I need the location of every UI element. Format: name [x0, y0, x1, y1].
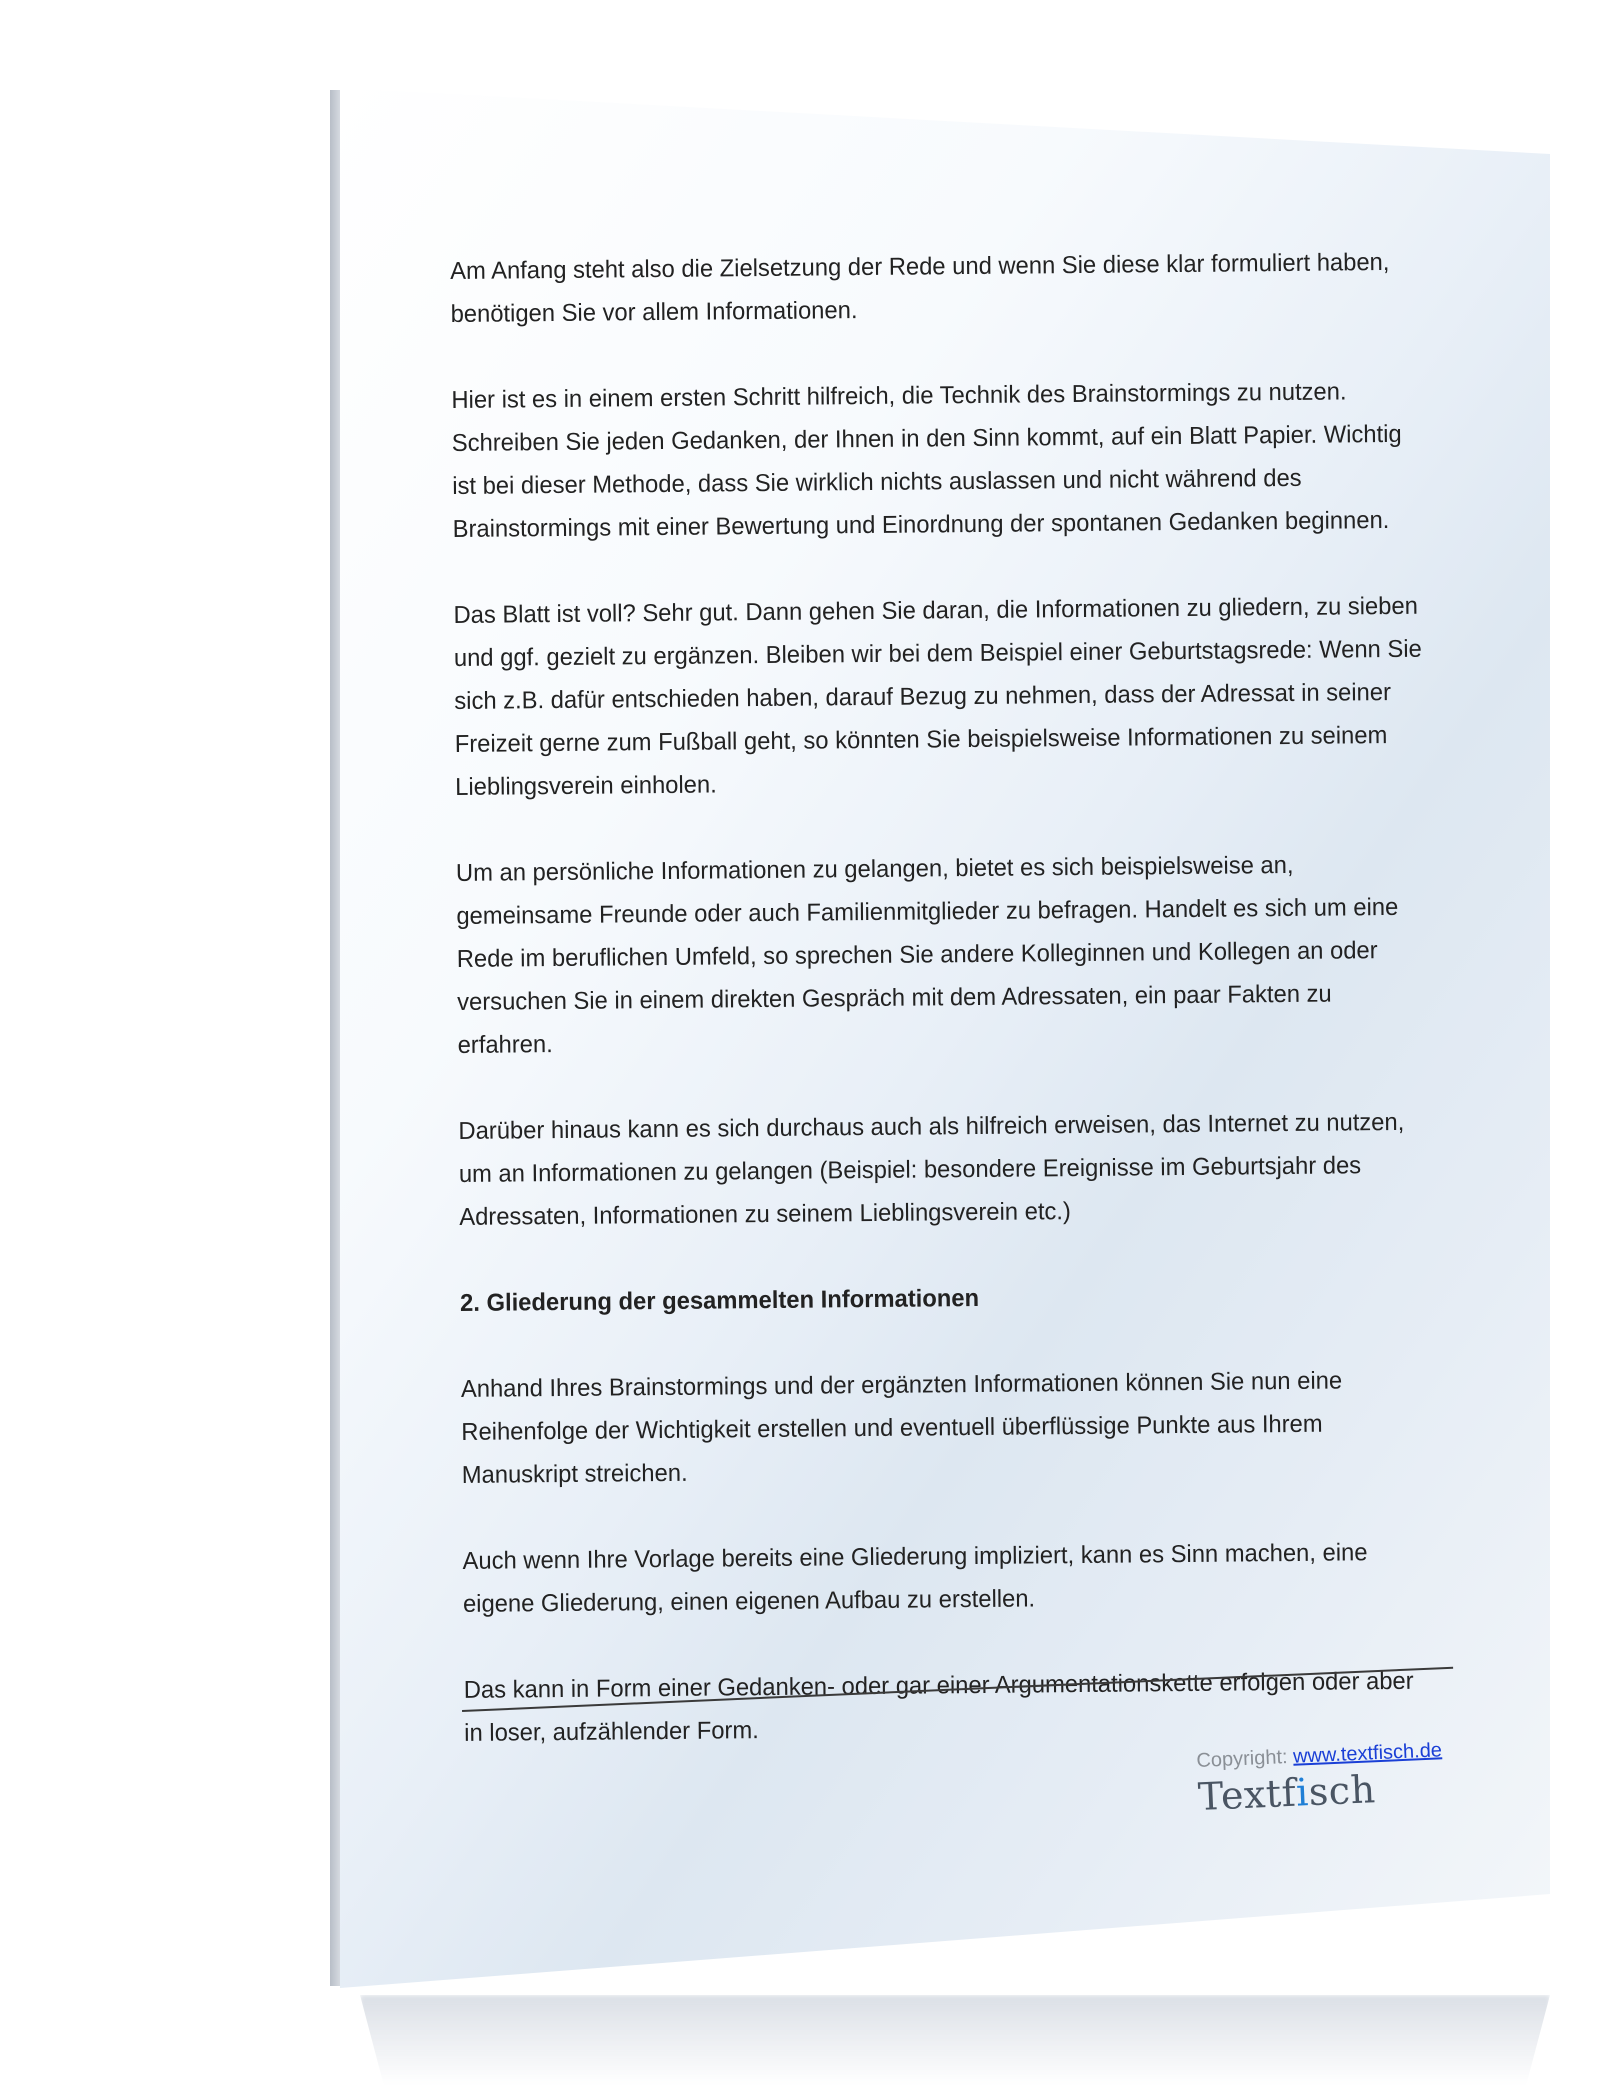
paragraph: Um an persönliche Informationen zu gelangen, bietet es sich beispielsweise an, gemeinsame Freunde oder auch Familienmitglieder zu befragen. Handelt es sich um eine Rede im beruflichen Umfeld, so sprechen Sie andere Kolleginnen und Kollegen an oder versuchen Sie in einem direkten Gespräch mit dem Adressaten, ein paar Fakten zu erfahren.	[455, 851, 1399, 1059]
paragraph: Das Blatt ist voll? Sehr gut. Dann gehen Sie daran, die Informationen zu gliedern, zu sieben und ggf. gezielt zu ergänzen. Bleiben wir bei dem Beispiel einer Geburtstagsrede: Wenn Sie sich z.B. dafür entschieden haben, darauf Bezug zu nehmen, dass der Adressat in seiner Freizeit gerne zum Fußball geht, so könnten Sie beispielsweise Informationen zu seinem Lieblingsverein einholen.	[453, 592, 1422, 801]
logo-fish-accent: i	[1295, 1770, 1310, 1815]
page-footer	[1196, 1739, 1444, 1819]
paragraph: Auch wenn Ihre Vorlage bereits eine Gliederung impliziert, kann es Sinn machen, eine eigene Gliederung, einen eigenen Aufbau zu erstellen.	[462, 1539, 1368, 1618]
paragraph: Das kann in Form einer Gedanken- oder gar einer Argumentationskette erfolgen oder aber in loser, aufzählender Form.	[463, 1667, 1414, 1747]
logo-text-prefix: Textf	[1197, 1770, 1298, 1819]
section-heading: 2. Gliederung der gesammelten Informationen	[459, 1284, 980, 1317]
page-reflection	[360, 1995, 1550, 2085]
paragraph: Darüber hinaus kann es sich durchaus auch als hilfreich erweisen, das Internet zu nutzen, um an Informationen zu gelangen (Beispiel: besondere Ereignisse im Geburtsjahr des Adressaten, Informationen zu seinem Lieblingsverein etc.)	[458, 1108, 1405, 1231]
paragraph: Hier ist es in einem ersten Schritt hilfreich, die Technik des Brainstormings zu nutzen. Schreiben Sie jeden Gedanken, der Ihnen in den Sinn kommt, auf ein Blatt Papier. Wichtig ist bei dieser Methode, dass Sie wirklich nichts auslassen und nicht während des Brainstormings mit einer Bewertung und Einordnung der spontanen Gedanken beginnen.	[451, 378, 1402, 543]
logo-text-suffix: sch	[1307, 1767, 1377, 1815]
paragraph: Am Anfang steht also die Zielsetzung der Rede und wenn Sie diese klar formuliert haben, benötigen Sie vor allem Informationen.	[450, 248, 1390, 328]
copyright-label: Copyright:	[1196, 1746, 1289, 1772]
document-body	[450, 240, 1465, 1798]
paragraph: Anhand Ihres Brainstormings und der ergänzten Informationen können Sie nun eine Reihenfolge der Wichtigkeit erstellen und eventuell überflüssige Punkte aus Ihrem Manuskript streichen.	[460, 1367, 1343, 1489]
website-link[interactable]: www.textfisch.de	[1292, 1739, 1443, 1768]
